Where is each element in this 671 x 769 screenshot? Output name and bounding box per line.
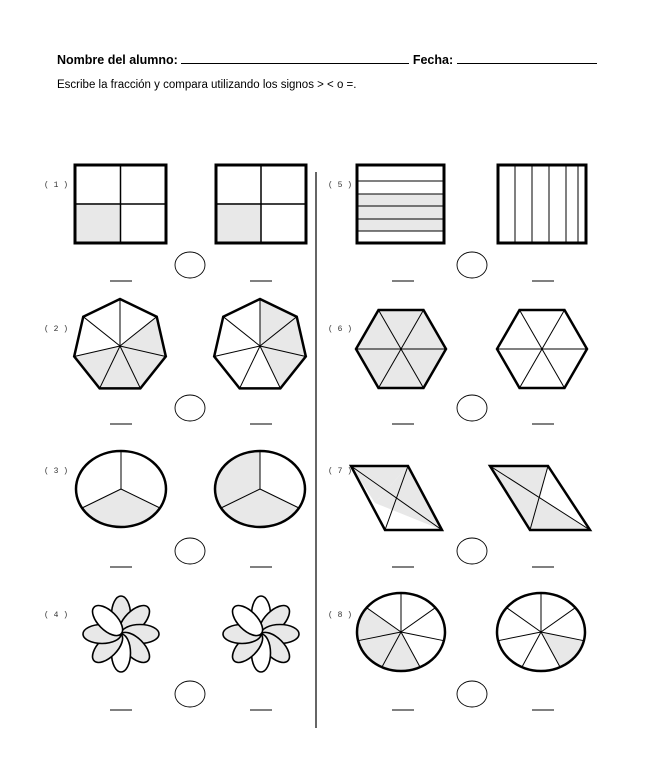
exercise-label: ( 3 ) — [44, 467, 69, 476]
figure-8-left — [357, 593, 445, 671]
figure-6-right — [497, 310, 587, 388]
figure-6-left — [356, 310, 446, 388]
figure-5-right — [498, 165, 586, 243]
figure-3-left — [76, 451, 166, 527]
exercise-label: ( 8 ) — [328, 611, 353, 620]
figure-1-right — [216, 165, 306, 243]
compare-circle[interactable] — [457, 252, 487, 278]
date-label: Fecha: — [412, 53, 454, 67]
compare-circle[interactable] — [457, 681, 487, 707]
compare-circle[interactable] — [457, 395, 487, 421]
figure-7-right — [490, 466, 590, 530]
compare-circle[interactable] — [175, 538, 205, 564]
exercise-label: ( 5 ) — [328, 181, 353, 190]
figure-5-left — [357, 165, 444, 243]
exercise-label: ( 7 ) — [328, 467, 353, 476]
compare-circle[interactable] — [175, 252, 205, 278]
figure-2-right — [214, 299, 306, 388]
figure-2-left — [74, 299, 166, 388]
figure-3-right — [215, 451, 305, 527]
figure-8-right — [497, 593, 585, 671]
compare-circle[interactable] — [175, 681, 205, 707]
compare-circle[interactable] — [457, 538, 487, 564]
figure-4-right — [223, 596, 299, 672]
figure-4-left — [83, 596, 159, 672]
exercise-label: ( 4 ) — [44, 611, 69, 620]
exercise-label: ( 2 ) — [44, 325, 69, 334]
exercise-label: ( 6 ) — [328, 325, 353, 334]
figure-7-left — [351, 466, 442, 530]
student-name-label: Nombre del alumno: — [57, 53, 178, 67]
figure-1-left — [75, 165, 166, 243]
instructions: Escribe la fracción y compara utilizando los signos > < o =. — [57, 79, 357, 91]
exercise-label: ( 1 ) — [44, 181, 69, 190]
compare-circle[interactable] — [175, 395, 205, 421]
